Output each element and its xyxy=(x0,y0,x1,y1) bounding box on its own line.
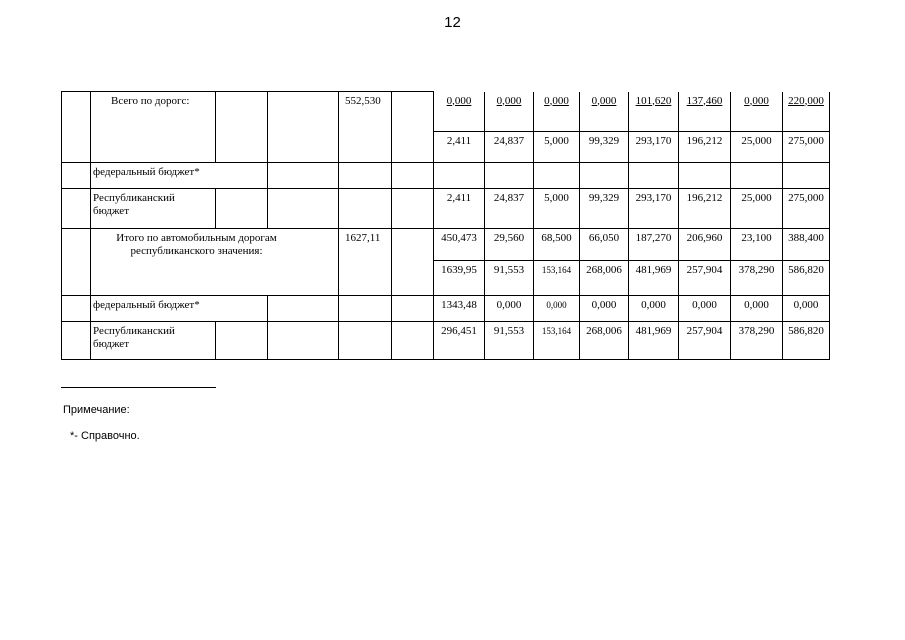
value-cell: 206,960 xyxy=(679,229,731,261)
value-cell: 378,290 xyxy=(731,322,783,360)
value-cell: 257,904 xyxy=(679,261,731,296)
value-cell: 293,170 xyxy=(629,189,679,229)
value-cell: 153,164 xyxy=(534,261,580,296)
value-cell: 91,553 xyxy=(485,322,534,360)
value-cell: 24,837 xyxy=(485,132,534,163)
value-cell: 24,837 xyxy=(485,189,534,229)
value-cell: 153,164 xyxy=(534,322,580,360)
note-title: Примечание: xyxy=(63,404,130,416)
value-cell: 1639,95 xyxy=(434,261,485,296)
value-cell: 388,400 xyxy=(783,229,830,261)
value-cell: 99,329 xyxy=(580,132,629,163)
value-cell: 220,000 xyxy=(788,94,824,107)
value-cell: 137,460 xyxy=(686,94,723,107)
subtotal-row xyxy=(62,229,830,261)
value-cell: 586,820 xyxy=(783,261,830,296)
value-cell: 0,000 xyxy=(591,94,617,107)
value-cell: 0,000 xyxy=(580,296,629,322)
value-cell: 2,411 xyxy=(434,189,485,229)
row-index-cell xyxy=(62,92,91,163)
note-line: *- Справочно. xyxy=(70,430,140,442)
value-cell: 481,969 xyxy=(629,322,679,360)
value-cell: 0,000 xyxy=(544,94,569,107)
value-cell: 450,473 xyxy=(434,229,485,261)
value-cell: 101,620 xyxy=(635,94,672,107)
value-cell: 378,290 xyxy=(731,261,783,296)
value-cell: 5,000 xyxy=(534,132,580,163)
page-number: 12 xyxy=(444,14,461,31)
value-cell: 5,000 xyxy=(534,189,580,229)
roads-budget-table xyxy=(61,91,830,360)
value-cell: 187,270 xyxy=(629,229,679,261)
value-cell: 91,553 xyxy=(485,261,534,296)
value-cell: 29,560 xyxy=(485,229,534,261)
row-label: Всего по дорогс: xyxy=(91,92,216,163)
value-cell: 196,212 xyxy=(679,132,731,163)
value-cell: 586,820 xyxy=(783,322,830,360)
value-cell: 268,006 xyxy=(580,261,629,296)
row-label: Итого по автомобильным дорогам республиканского значения: xyxy=(91,229,339,296)
value-cell: 99,329 xyxy=(580,189,629,229)
republic-budget-row xyxy=(62,189,830,229)
value-cell: 0,000 xyxy=(446,94,472,107)
row-label: Республиканский бюджет xyxy=(91,322,216,360)
value-cell: 0,000 xyxy=(731,296,783,322)
total-value: 552,530 xyxy=(339,92,392,163)
value-cell: 257,904 xyxy=(679,322,731,360)
value-cell: 0,000 xyxy=(496,94,522,107)
value-cell: 66,050 xyxy=(580,229,629,261)
value-cell: 0,000 xyxy=(679,296,731,322)
value-cell: 0,000 xyxy=(534,296,580,322)
value-cell: 25,000 xyxy=(731,189,783,229)
value-cell: 0,000 xyxy=(485,296,534,322)
value-cell: 293,170 xyxy=(629,132,679,163)
federal-budget-row xyxy=(62,163,830,189)
value-cell: 275,000 xyxy=(783,132,830,163)
value-cell: 296,451 xyxy=(434,322,485,360)
value-cell: 268,006 xyxy=(580,322,629,360)
value-cell: 1343,48 xyxy=(434,296,485,322)
value-cell: 2,411 xyxy=(434,132,485,163)
value-cell: 23,100 xyxy=(731,229,783,261)
value-cell: 0,000 xyxy=(629,296,679,322)
value-cell: 0,000 xyxy=(744,94,769,107)
footnote-divider xyxy=(61,387,216,388)
row-label: федеральный бюджет* xyxy=(91,296,268,322)
value-cell: 275,000 xyxy=(783,189,830,229)
row-label: Республиканский бюджет xyxy=(91,189,216,229)
federal-budget-row-2 xyxy=(62,296,830,322)
row-label: федеральный бюджет* xyxy=(91,163,268,189)
value-cell: 0,000 xyxy=(783,296,830,322)
total-roads-row xyxy=(62,92,830,132)
value-cell: 68,500 xyxy=(534,229,580,261)
value-cell: 25,000 xyxy=(731,132,783,163)
value-cell: 196,212 xyxy=(679,189,731,229)
subtotal-value: 1627,11 xyxy=(339,229,392,296)
republic-budget-row-2 xyxy=(62,322,830,360)
value-cell: 481,969 xyxy=(629,261,679,296)
